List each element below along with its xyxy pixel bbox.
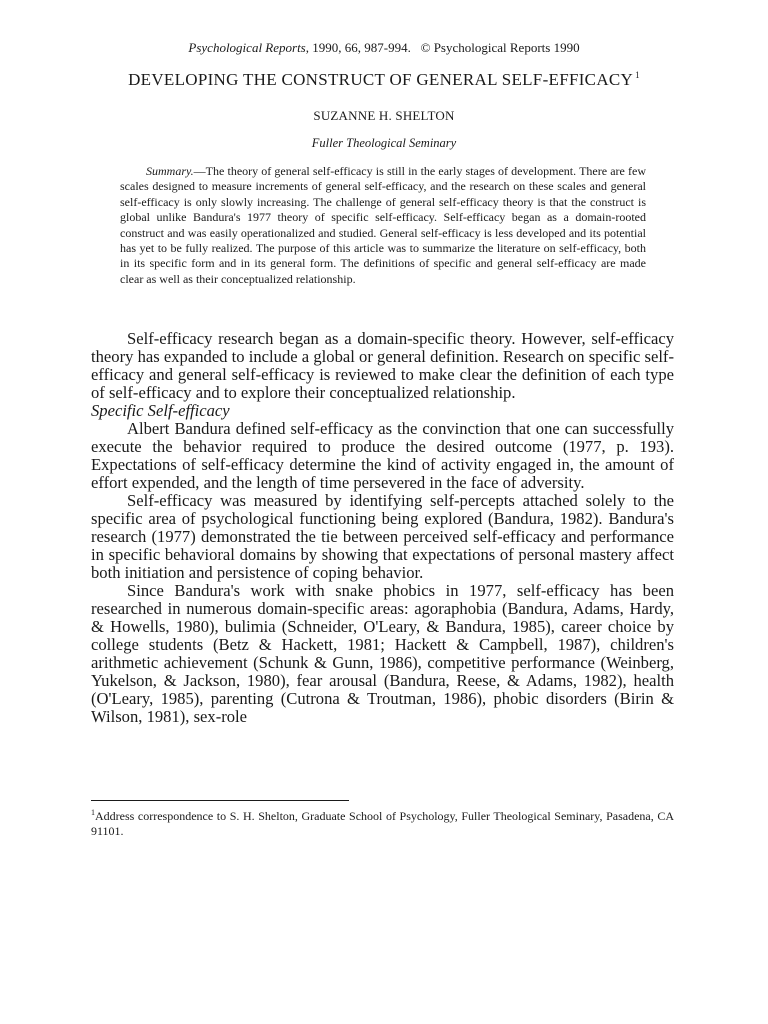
footnote-mark: 1 (91, 808, 95, 817)
footnote-text: Address correspondence to S. H. Shelton, Graduate School of Psychology, Fuller Theological Seminary, Pasadena, CA 91101. (91, 809, 674, 838)
abstract-summary (120, 164, 646, 287)
footnote (91, 806, 674, 838)
footnote-divider (91, 800, 349, 801)
author-affiliation: Fuller Theological Seminary (311, 136, 457, 150)
intro-paragraph: Self-efficacy research began as a domain-specific theory. However, self-efficacy theory has expanded to include a global or general definition. Research on specific self-efficacy and general self-efficacy is reviewed to make clear the definition of each type of self-efficacy and to explore their conceptualized relationship. (91, 329, 674, 402)
body-paragraph-1: Albert Bandura defined self-efficacy as the convinction that one can successfully execute the behavior required to produce the desired outcome (1977, p. 193). Expectations of self-efficacy determine the kind of activity engaged in, the amount of effort expended, and the length of time persevered in the face of adversity. (91, 419, 674, 492)
author-name: SUZANNE H. SHELTON (313, 108, 455, 123)
citation-details: , 1990, 66, 987-994. © Psychological Reports 1990 (305, 40, 580, 55)
article-title-text: DEVELOPING THE CONSTRUCT OF GENERAL SELF-EFFICACY (128, 70, 634, 89)
summary-label: Summary. (146, 164, 194, 178)
article-body (91, 330, 674, 726)
title-footnote-mark: 1 (635, 70, 640, 80)
body-paragraph-2: Self-efficacy was measured by identifying self-percepts attached solely to the specific area of psychological functioning being explored (Bandura, 1982). Bandura's research (1977) demonstrated the tie between perceived self-efficacy and performance in specific behavioral domains by showing that expectations of personal mastery affect both initiation and persistence of coping behavior. (91, 491, 674, 582)
journal-name: Psychological Reports (188, 40, 306, 55)
section-heading: Specific Self-efficacy (91, 401, 230, 420)
article-title (0, 70, 768, 90)
journal-citation (0, 40, 768, 56)
summary-text: —The theory of general self-efficacy is still in the early stages of development. There are few scales designed to measure increments of general self-efficacy, and the research on these scales and general self-efficacy is only slowly increasing. The challenge of general self-efficacy theory is that the construct is global unlike Bandura's 1977 theory of specific self-efficacy. Self-efficacy began as a domain-rooted construct and was easily operationalized and studied. General self-efficacy is less developed and its potential has yet to be fully realized. The purpose of this article was to summarize the literature on self-efficacy, both in its specific form and in its general form. The definitions of specific and general self-efficacy are made clear as well as their conceptualized relationship. (120, 164, 646, 286)
body-paragraph-3: Since Bandura's work with snake phobics in 1977, self-efficacy has been researched in numerous domain-specific areas: agoraphobia (Bandura, Adams, Hardy, & Howells, 1980), bulimia (Schneider, O'Leary, & Bandura, 1985), career choice by college students (Betz & Hackett, 1981; Hackett & Campbell, 1987), children's arithmetic achievement (Schunk & Gunn, 1986), competitive performance (Weinberg, Yukelson, & Jackson, 1980), fear arousal (Bandura, Reese, & Adams, 1982), health (O'Leary, 1985), parenting (Cutrona & Troutman, 1986), phobic disorders (Birin & Wilson, 1981), sex-role (91, 581, 674, 726)
